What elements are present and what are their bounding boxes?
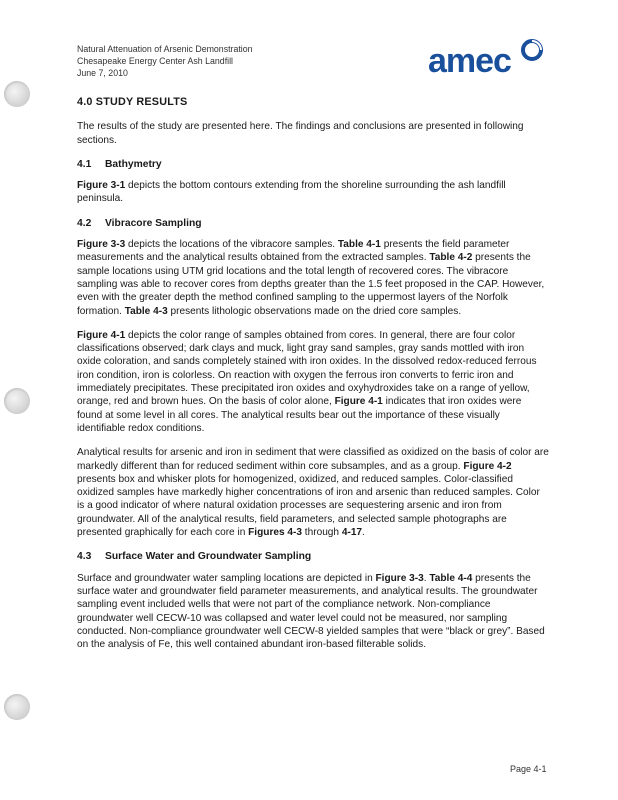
figure-ref: Figures 4-3 xyxy=(248,527,302,539)
section-title: 4.0 STUDY RESULTS xyxy=(77,96,188,108)
subsection-heading xyxy=(77,158,549,171)
water-sampling-paragraph: Surface and groundwater water sampling locations are depicted in Figure 3-3. Table 4-4 presents the surface water and groundwater field parameter measurements, and analytical results. The groundwater sampling event included wells that were not part of the compliance network. Non-compliance groundwater well CECW-10 was collapsed and water level could not be measured, nor sampling conducted. Non-compliance groundwater well CECW-8 yielded samples that were “black or grey”. Based on the analysis of Fe, this well contained abundant iron-based filterable solids. xyxy=(77,572,545,651)
subsection-title: Surface Water and Groundwater Sampling xyxy=(105,551,312,563)
table-ref: Table 4-3 xyxy=(124,305,168,317)
page-number: Page 4-1 xyxy=(510,764,547,774)
subsection-number: 4.3 xyxy=(77,551,92,563)
table-ref: Table 4-4 xyxy=(429,572,473,584)
document-header xyxy=(77,43,253,79)
binder-hole-middle xyxy=(4,388,30,414)
header-date: June 7, 2010 xyxy=(77,68,128,78)
figure-ref: Figure 3-3 xyxy=(375,572,424,584)
table-ref: Table 4-2 xyxy=(429,252,473,264)
figure-ref: Figure 4-1 xyxy=(77,329,126,341)
figure-ref: Figure 4-2 xyxy=(463,460,512,472)
subsection-title: Bathymetry xyxy=(105,158,162,170)
binder-hole-bottom xyxy=(4,694,30,720)
amec-logo-mark-icon xyxy=(520,38,544,62)
figure-ref: Figure 3-3 xyxy=(77,239,126,251)
header-project: Natural Attenuation of Arsenic Demonstration xyxy=(77,44,253,54)
binder-hole-top xyxy=(4,81,30,107)
vibracore-paragraph-1: Figure 3-3 depicts the locations of the vibracore samples. Table 4-1 presents the field parameter measurements and the analytical results obtained from the extracted samples. Table 4-2 presents the sample locations using UTM grid locations and the total length of recovered cores. The vibracore sampling was able to recover cores from depths greater than the 1.5 feet proposed in the CAP. However, even with the greater depth the method confined sampling to the uppermost layers of the Norfolk formation. Table 4-3 presents lithologic observations made on the dried core samples. xyxy=(77,239,545,317)
figure-ref: 4-17 xyxy=(341,527,363,539)
bathymetry-paragraph: Figure 3-1 depicts the bottom contours extending from the shoreline surrounding the ash landfill peninsula. xyxy=(77,180,506,205)
subsection-number: 4.1 xyxy=(77,158,92,170)
subsection-title: Vibracore Sampling xyxy=(105,217,202,229)
subsection-number: 4.2 xyxy=(77,217,92,229)
subsection-heading xyxy=(77,217,549,230)
document-body xyxy=(77,96,549,662)
vibracore-paragraph-2: Figure 4-1 depicts the color range of samples obtained from cores. In general, there are four color classifications observed; dark clays and muck, light gray sand samples, gray sands mottled with iron oxide coloration, and sands completely stained with iron oxides. In the dissolved redox-reduced ferrous iron condition, iron is colorless. On reaction with oxygen the ferrous iron converts to ferric iron and immediately precipitates. These precipitated iron oxides and oxyhydroxides take on a range of yellow, orange, red and brown hues. On the basis of color alone, Figure 4-1 indicates that iron oxides were found at some level in all cores. The analytical results bear out the importance of these visually identifiable redox conditions. xyxy=(77,329,537,434)
amec-logo xyxy=(428,38,558,88)
header-site: Chesapeake Energy Center Ash Landfill xyxy=(77,56,233,66)
table-ref: Table 4-1 xyxy=(337,239,381,251)
figure-ref: Figure 4-1 xyxy=(334,396,383,408)
intro-paragraph: The results of the study are presented here. The findings and conclusions are presented in following sections. xyxy=(77,121,524,146)
subsection-heading xyxy=(77,550,549,563)
vibracore-paragraph-3: Analytical results for arsenic and iron in sediment that were classified as oxidized on the basis of color are markedly different than for reduced sediment within core subsamples, and as a group. Figure 4-2 presents box and whisker plots for homogenized, oxidized, and reduced samples. Color-classified oxidized samples have markedly higher concentrations of iron and arsenic than reduced samples. Color is a good indicator of where natural oxidation processes are sequestering arsenic and iron from groundwater. All of the analytical results, field parameters, and selected sample photographs are presented graphically for each core in Figures 4-3 through 4-17. xyxy=(77,447,549,539)
figure-ref: Figure 3-1 xyxy=(77,180,126,192)
logo-text: amec xyxy=(428,42,511,80)
